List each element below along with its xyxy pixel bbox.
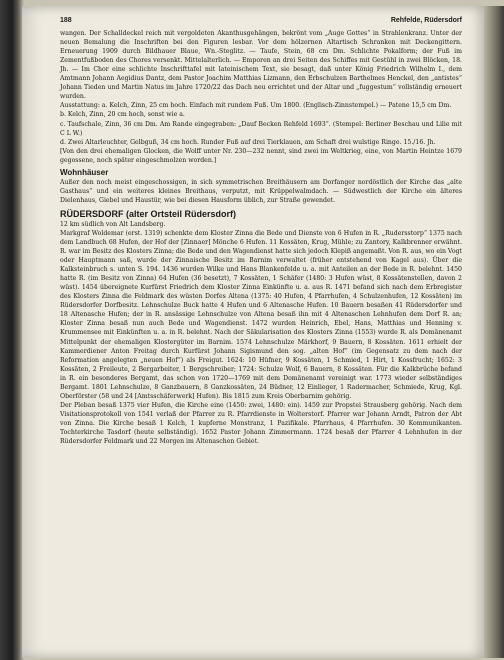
ausstattung-item-d: d. Zwei Altarleuchter, Gelbguß, 34 cm hoch. Runder Fuß auf drei Tierklauen, am Schaft drei wulstige Ringe. 15./16. Jh. [60, 138, 436, 146]
church-description-paragraph: wangen. Der Schalldeckel reich mit vergoldeten Akanthusgehängen, bekrönt vom „Auge Gottes“ in Strahlenkranz. Unter der neuen Bemalung die Inschriften bei den Figuren lesbar. Vor dem hölzernen Altartisch Schranken mit Deckengittern. Erneuerung 1909 durch Bildhauer Blaue, Wn.-Steglitz. — Taufe, Stein, 68 cm Dm. Schlichte Pokalform; der Fuß im Zementfußboden des Chores versenkt. Mittelalterlich. — Emporen an drei Seiten des Schiffes mit Gestühl in zwei Blöcken, 18. Jh. — Im Chor eine schlichte Inschrifttafel mit lateinischem Text, sie besagt, daß unter König Friedrich Wilhelm I., dem Amtmann Johann Aegidius Dantz, dem Pastor Joachim Matthias Lizmann, den Erbschulzen Barthelmes Henckel, den „antistes“ Johann Tieden und Martin Natus im Jahre 1720/22 das Dach neu errichtet und der Altar und „fuggestum“ vollständig erneuert wurden. [60, 30, 462, 101]
bells-note: [Von den drei ehemaligen Glocken, die Wolff unter Nr. 230—232 nennt, sind zwei im Weltkrieg, eine, von Martin Heintze 1679 gegossene, noch später eingeschmolzen worden.] [60, 147, 462, 164]
page-content [60, 16, 462, 446]
page-edge [484, 6, 504, 658]
running-title: Rehfelde, Rüdersdorf [390, 17, 462, 24]
ruedersdorf-heading: RÜDERSDORF (alter Ortsteil Rüdersdorf) [60, 208, 237, 219]
ruedersdorf-location: 12 km südlich von Alt Landsberg. [60, 220, 166, 228]
wohnhaeuser-paragraph: Außer den noch meist eingeschossigen, in sich symmetrischen Breithäusern am Dorfanger nordöstlich der Kirche das „alte Gasthaus“ und ein weiteres kleines Breithaus, verputzt, mit Krüppelwalmdach. — Südwestlich der Kirche ein älteres Dielenhaus, Giebel und Haustür, wie bei diesen Hausform üblich, zur Straße gewendet. [60, 178, 462, 204]
page-header [60, 16, 462, 25]
wohnhaeuser-heading: Wohnhäuser [60, 167, 109, 177]
ausstattung-item-c: c. Taufschale, Zinn, 36 cm Dm. Am Rande eingegraben: „Dauf Becken Rehfeld 1693“. (Stempel: Berliner Beschau und Lilie mit C L W.) [60, 120, 462, 137]
ruedersdorf-church-paragraph: Der Pleban besaß 1375 vier Hufen, die Kirche eine (1450: zwei, 1480: ein). 1459 zur Propstei Strausberg gehörig. Nach dem Visitationsprotokoll von 1541 verlaß der Pfarrer zu R. Pfarrdienste in Wolterstorf. Pfarrer war Johann Arndt, Patron der Abt von Zinna. Die Kirche besaß 1 Kelch, 1 kupferne Monstranz, 1 Pazifikale. Pfarrhaus, 4 Pfarrhufen. 30 Kommunikanten. Tochterkirche Tasdorf (heute selbständig). 1652 Pastor Johann Zimmermann. 1724 besaß der Pfarrer 4 Lehnhufen in der Rüdersdorfer Feldmark und 22 Morgen im Altenaschen Gebiet. [60, 401, 462, 446]
ausstattung-item-b: b. Kelch, Zinn, 20 cm hoch, sonst wie a. [60, 111, 185, 119]
ruedersdorf-history-paragraph: Markgraf Woldemar (erst. 1319) schenkte dem Kloster Zinna die Bede und Dienste von 6 Hufen in R. „Rudersstorp“ 1375 nach dem Landbuch 68 Hufen, der Hof der [Zinnaer] Mönche 6 Hufen. 11 Kossäten, Krug, Mühle; zu Zantory, Kalkbrenner erwähnt. R. war im Besitz des Klosters Zinna; die Bede und den Wagendienst hatte sich jedoch Klepiß angemaßt. Von R. aus, wo ein Vogt oder Hauptmann saß, wurde der Zinnaische Besitz im Barnim verwaltet (früher entstehend von Kagel aus). Über die Kalksteinbruch s. unten S. 194. 1436 wurden Wilke und Hans Blankenfelde u. a. mit Anteilen an der Bede in R. belehnt. 1450 hatte R. (im Besitz von Zinna) 64 Hufen (36 besetzt), 7 Kossäten, 1 Schäfer (1480: 3 Hufen wüst, 8 Kossätenstellen, davon 2 wüst). 1454 übereignete Kurfürst Friedrich dem Kloster Zinna Einkünfte u. a. aus R. 1471 befand sich nach dem Erbregister des Klosters Zinna die Feldmark des wüsten Dorfes Altena (1375: 40 Hufen, 4 Pfarrhufen, 4 Schulzenhufen, 12 Kossäten) im Rüdersdorfer Dorfbesitz. Lehnschulze Buck hatte 4 Hufen und 6 Altenasche Hufen. 10 Bauern besaßen 41 Rüdersdorfer und 18 Altenasche Hufen; der in R. ansässige Lehnschulze von Altena besaß ihn mit 4 Altenaschen Lehnhufen dem Dorf R. an; Kloster Zinna besaß nun auch Bede und Wagendienst. 1472 wurden Heinrich, Ebel, Hans, Matthias und Henning v. Krummensee mit Einkünften u. a. in R. belehnt. Nach der Säkularisation des Klosters Zinna (1553) wurde R. als Domänenamt Mittelpunkt der ehemaligen Klostergüter im Barnim. 1574 Lehnschulze Märkhorf, 9 Bauern, 8 Kossäten. 1611 erhielt der Kammerdiener Anton Freitag durch Kurfürst Johann Sigismund den sog. „alten Hof“ (im Gegensatz zu dem nach der Reformation angelegten „neuen Hof“) als Freigut. 1624: 10 Hüfner, 9 Kossäten, 1 Schmied, 1 Hirt, 1 Kossfrucht; 1652: 3 Kossäten, 2 Freileute, 2 Bergarbeiter, 1 Bergschreiber; 1724: Schulze Wolf, 6 Bauern, 8 Kossäten. Für die Kalkbrüche befand in R. ein besonderes Bergamt, das schon von 1720—1769 mit dem Domänenamt vereinigt war. 1773 wieder selbständiges Bergamt. 1801 Lehnschulze, 8 Ganzbauern, 8 Ganzkossäten, 24 Büdner, 12 Einlieger, 1 Radermacher, Schmiede, Krug, Kgl. Oberförster (58 und 24 [Amtsschäferwerk] Hufen). Bis 1815 zum Kreis Oberbarnim gehörig. [60, 229, 462, 400]
ausstattung-item-a: Ausstattung: a. Kelch, Zinn, 25 cm hoch. Einfach mit rundem Fuß. Um 1800. (Englisch-Zinnstempel.) — Patene 15,5 cm Dm. [60, 102, 452, 110]
page-number: 188 [60, 17, 72, 24]
